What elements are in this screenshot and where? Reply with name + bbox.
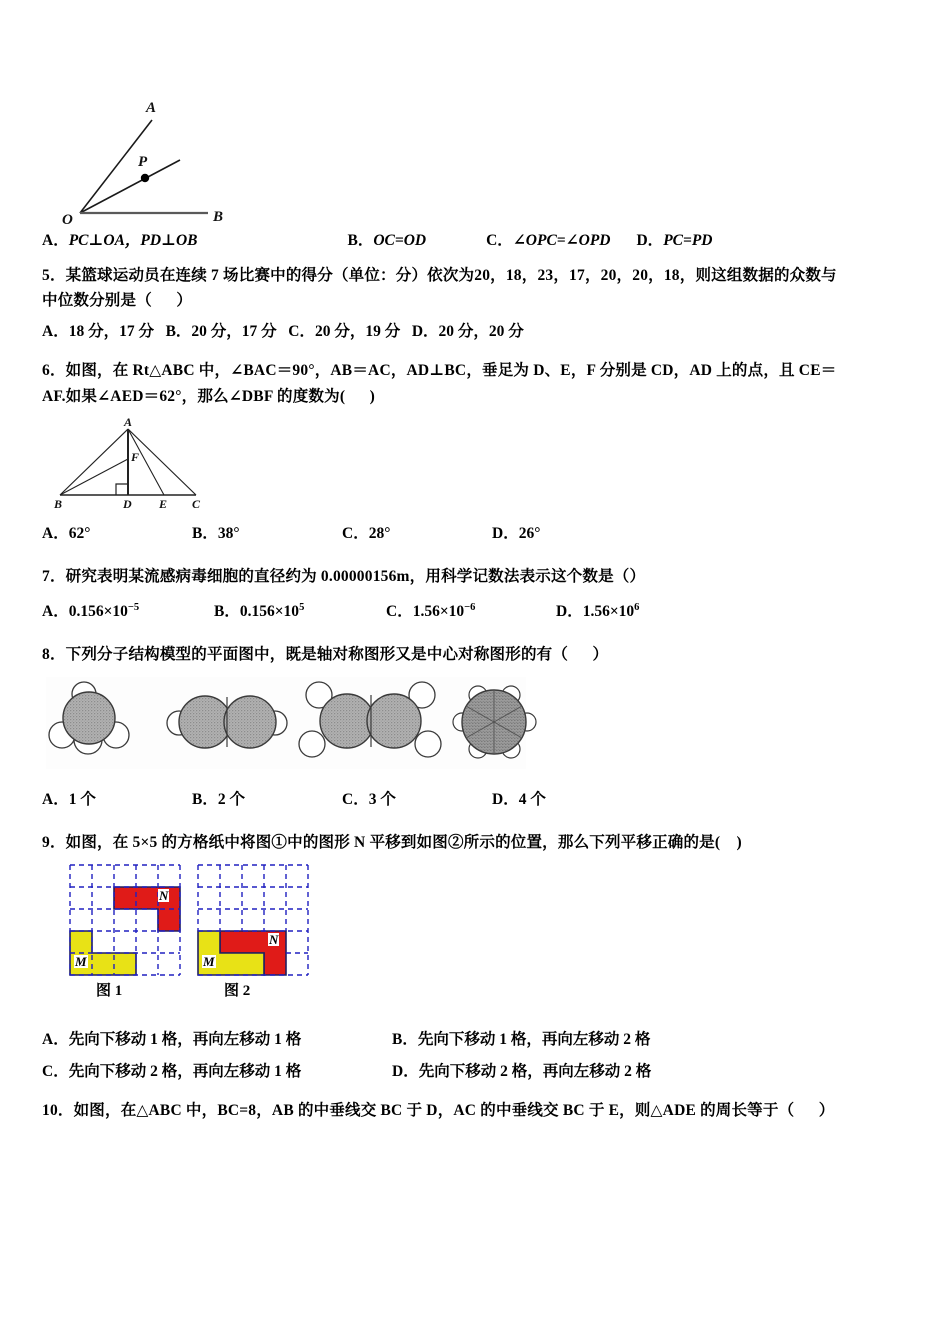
label-p: P xyxy=(138,154,148,170)
question7-line1: 7．研究表明某流感病毒细胞的直径约为 0.00000156m，用科学记数法表示这个数是（） xyxy=(42,567,646,585)
q7-option-c[interactable] xyxy=(386,599,556,624)
molecule-benzene xyxy=(453,686,536,758)
molecule-methane xyxy=(49,682,129,754)
q4-option-b-text[interactable]: OC=OD xyxy=(373,232,427,249)
question5-line1: 5．某篮球运动员在连续 7 场比赛中的得分（单位：分）依次为20，18，23，17，20，20，18，则这组数据的众数与 xyxy=(42,267,837,285)
grid-1-box xyxy=(70,865,180,975)
q7-option-b[interactable] xyxy=(214,599,386,624)
grid-1-label-n: N xyxy=(159,888,169,904)
q9-option-a[interactable]: A．先向下移动 1 格，再向左移动 1 格 xyxy=(42,1031,302,1049)
q6-option-d[interactable]: D．26° xyxy=(492,524,541,542)
q9-option-b[interactable]: B．先向下移动 1 格，再向左移动 2 格 xyxy=(392,1031,651,1049)
question8-line1: 8．下列分子结构模型的平面图中，既是轴对称图形又是中心对称图形的有（ ） xyxy=(42,646,609,664)
q9-option-d[interactable]: D．先向下移动 2 格，再向左移动 2 格 xyxy=(392,1062,652,1080)
q6-option-c[interactable]: C．28° xyxy=(342,524,391,542)
question9-line1: 9．如图，在 5×5 的方格纸中将图①中的图形 N 平移到如图②所示的位置，那么下列平移正确的是( ) xyxy=(42,834,742,852)
point-p-marker xyxy=(141,174,149,182)
q4-option-d-marker[interactable]: D． xyxy=(636,232,664,249)
label-o: O xyxy=(62,212,73,228)
q7-option-a-exponent: −5 xyxy=(127,601,140,613)
q7-option-b-base: 0.156×10 xyxy=(239,603,300,621)
grid-figure-2 xyxy=(198,865,308,1000)
question5-line2: 中位数分别是（ ） xyxy=(42,292,193,310)
right-angle-mark xyxy=(116,484,128,495)
label-e: E xyxy=(159,496,168,511)
q7-option-d-marker: D． xyxy=(556,603,583,621)
question7-options-row xyxy=(42,599,914,624)
grid-2-label-n: N xyxy=(269,932,279,948)
q7-option-a-base: 0.156×10 xyxy=(68,603,128,621)
question4-options-row xyxy=(42,228,914,253)
question6-options-row xyxy=(42,521,914,546)
question4-angle-figure xyxy=(58,88,288,228)
grid-figure-1 xyxy=(70,865,180,1000)
q7-option-d[interactable] xyxy=(556,599,639,624)
q4-option-d-text[interactable]: PC=PD xyxy=(663,232,713,249)
label-f: F xyxy=(131,449,140,464)
segment-bf xyxy=(60,459,128,495)
grid-2-caption: 图 2 xyxy=(224,983,251,1000)
molecule-ethylene xyxy=(299,682,441,757)
molecule-acetylene xyxy=(167,696,287,748)
q7-option-c-base: 1.56×10 xyxy=(412,603,465,621)
q4-option-a-text[interactable]: PC⊥OA，PD⊥OB xyxy=(68,232,198,249)
q6-option-b[interactable]: B．38° xyxy=(192,524,240,542)
label-a: A xyxy=(124,414,133,429)
grid-2-box xyxy=(198,865,308,975)
label-b: B xyxy=(213,209,224,225)
q7-option-b-marker: B． xyxy=(214,603,240,621)
grid-1-caption: 图 1 xyxy=(96,983,123,1000)
label-a: A xyxy=(146,100,157,116)
q7-option-b-exponent: 5 xyxy=(299,601,305,613)
question8-options-row xyxy=(42,787,914,812)
q4-option-c-text[interactable]: ∠OPC=∠OPD xyxy=(512,232,611,249)
question6-line1: 6．如图，在 Rt△ABC 中，∠BAC＝90°，AB＝AC，AD⊥BC，垂足为 D、E，F 分别是 CD，AD 上的点，且 CE＝ xyxy=(42,362,837,380)
triangle-figure-svg xyxy=(54,415,254,511)
q7-option-a-marker: A． xyxy=(42,603,69,621)
ray-op xyxy=(80,160,180,213)
label-d: D xyxy=(123,496,132,511)
q7-option-d-base: 1.56×10 xyxy=(582,603,635,621)
segment-ab xyxy=(60,429,128,495)
q8-option-d[interactable]: D．4 个 xyxy=(492,791,546,809)
q7-option-a[interactable] xyxy=(42,599,214,624)
question5-options[interactable]: A．18 分，17 分 B．20 分，17 分 C．20 分，19 分 D．20 分，20 分 xyxy=(42,323,524,341)
q8-option-c[interactable]: C．3 个 xyxy=(342,791,396,809)
question9-grid-figures xyxy=(56,865,356,1013)
q7-option-c-exponent: −6 xyxy=(464,601,476,613)
q7-option-c-marker: C． xyxy=(386,603,413,621)
angle-figure-svg xyxy=(58,88,288,228)
question9-options-row-1 xyxy=(42,1027,914,1052)
q4-option-a-marker[interactable]: A． xyxy=(42,232,69,249)
q8-option-a[interactable]: A．1 个 xyxy=(42,791,96,809)
q9-option-c[interactable]: C．先向下移动 2 格，再向左移动 1 格 xyxy=(42,1062,302,1080)
q8-option-b[interactable]: B．2 个 xyxy=(192,791,245,809)
grid-1-label-m: M xyxy=(75,954,87,970)
page-content xyxy=(42,88,914,1123)
molecules-svg xyxy=(46,677,526,769)
label-b: B xyxy=(54,496,63,511)
q7-option-d-exponent: 6 xyxy=(634,601,640,613)
q4-option-b-marker[interactable]: B． xyxy=(347,232,374,249)
question9-options-row-2 xyxy=(42,1059,914,1084)
label-c: C xyxy=(192,496,201,511)
question10-line1: 10．如图，在△ABC 中，BC=8，AB 的中垂线交 BC 于 D，AC 的中垂线交 BC 于 E，则△ADE 的周长等于（ ） xyxy=(42,1101,835,1119)
grid-2-label-m: M xyxy=(203,954,215,970)
question8-molecule-figures xyxy=(46,677,526,769)
question6-line2: AF.如果∠AED＝62°，那么∠DBF 的度数为( ) xyxy=(42,387,375,405)
q6-option-a[interactable]: A．62° xyxy=(42,524,91,542)
q4-option-c-marker[interactable]: C． xyxy=(486,232,513,249)
question6-triangle-figure xyxy=(54,415,254,511)
